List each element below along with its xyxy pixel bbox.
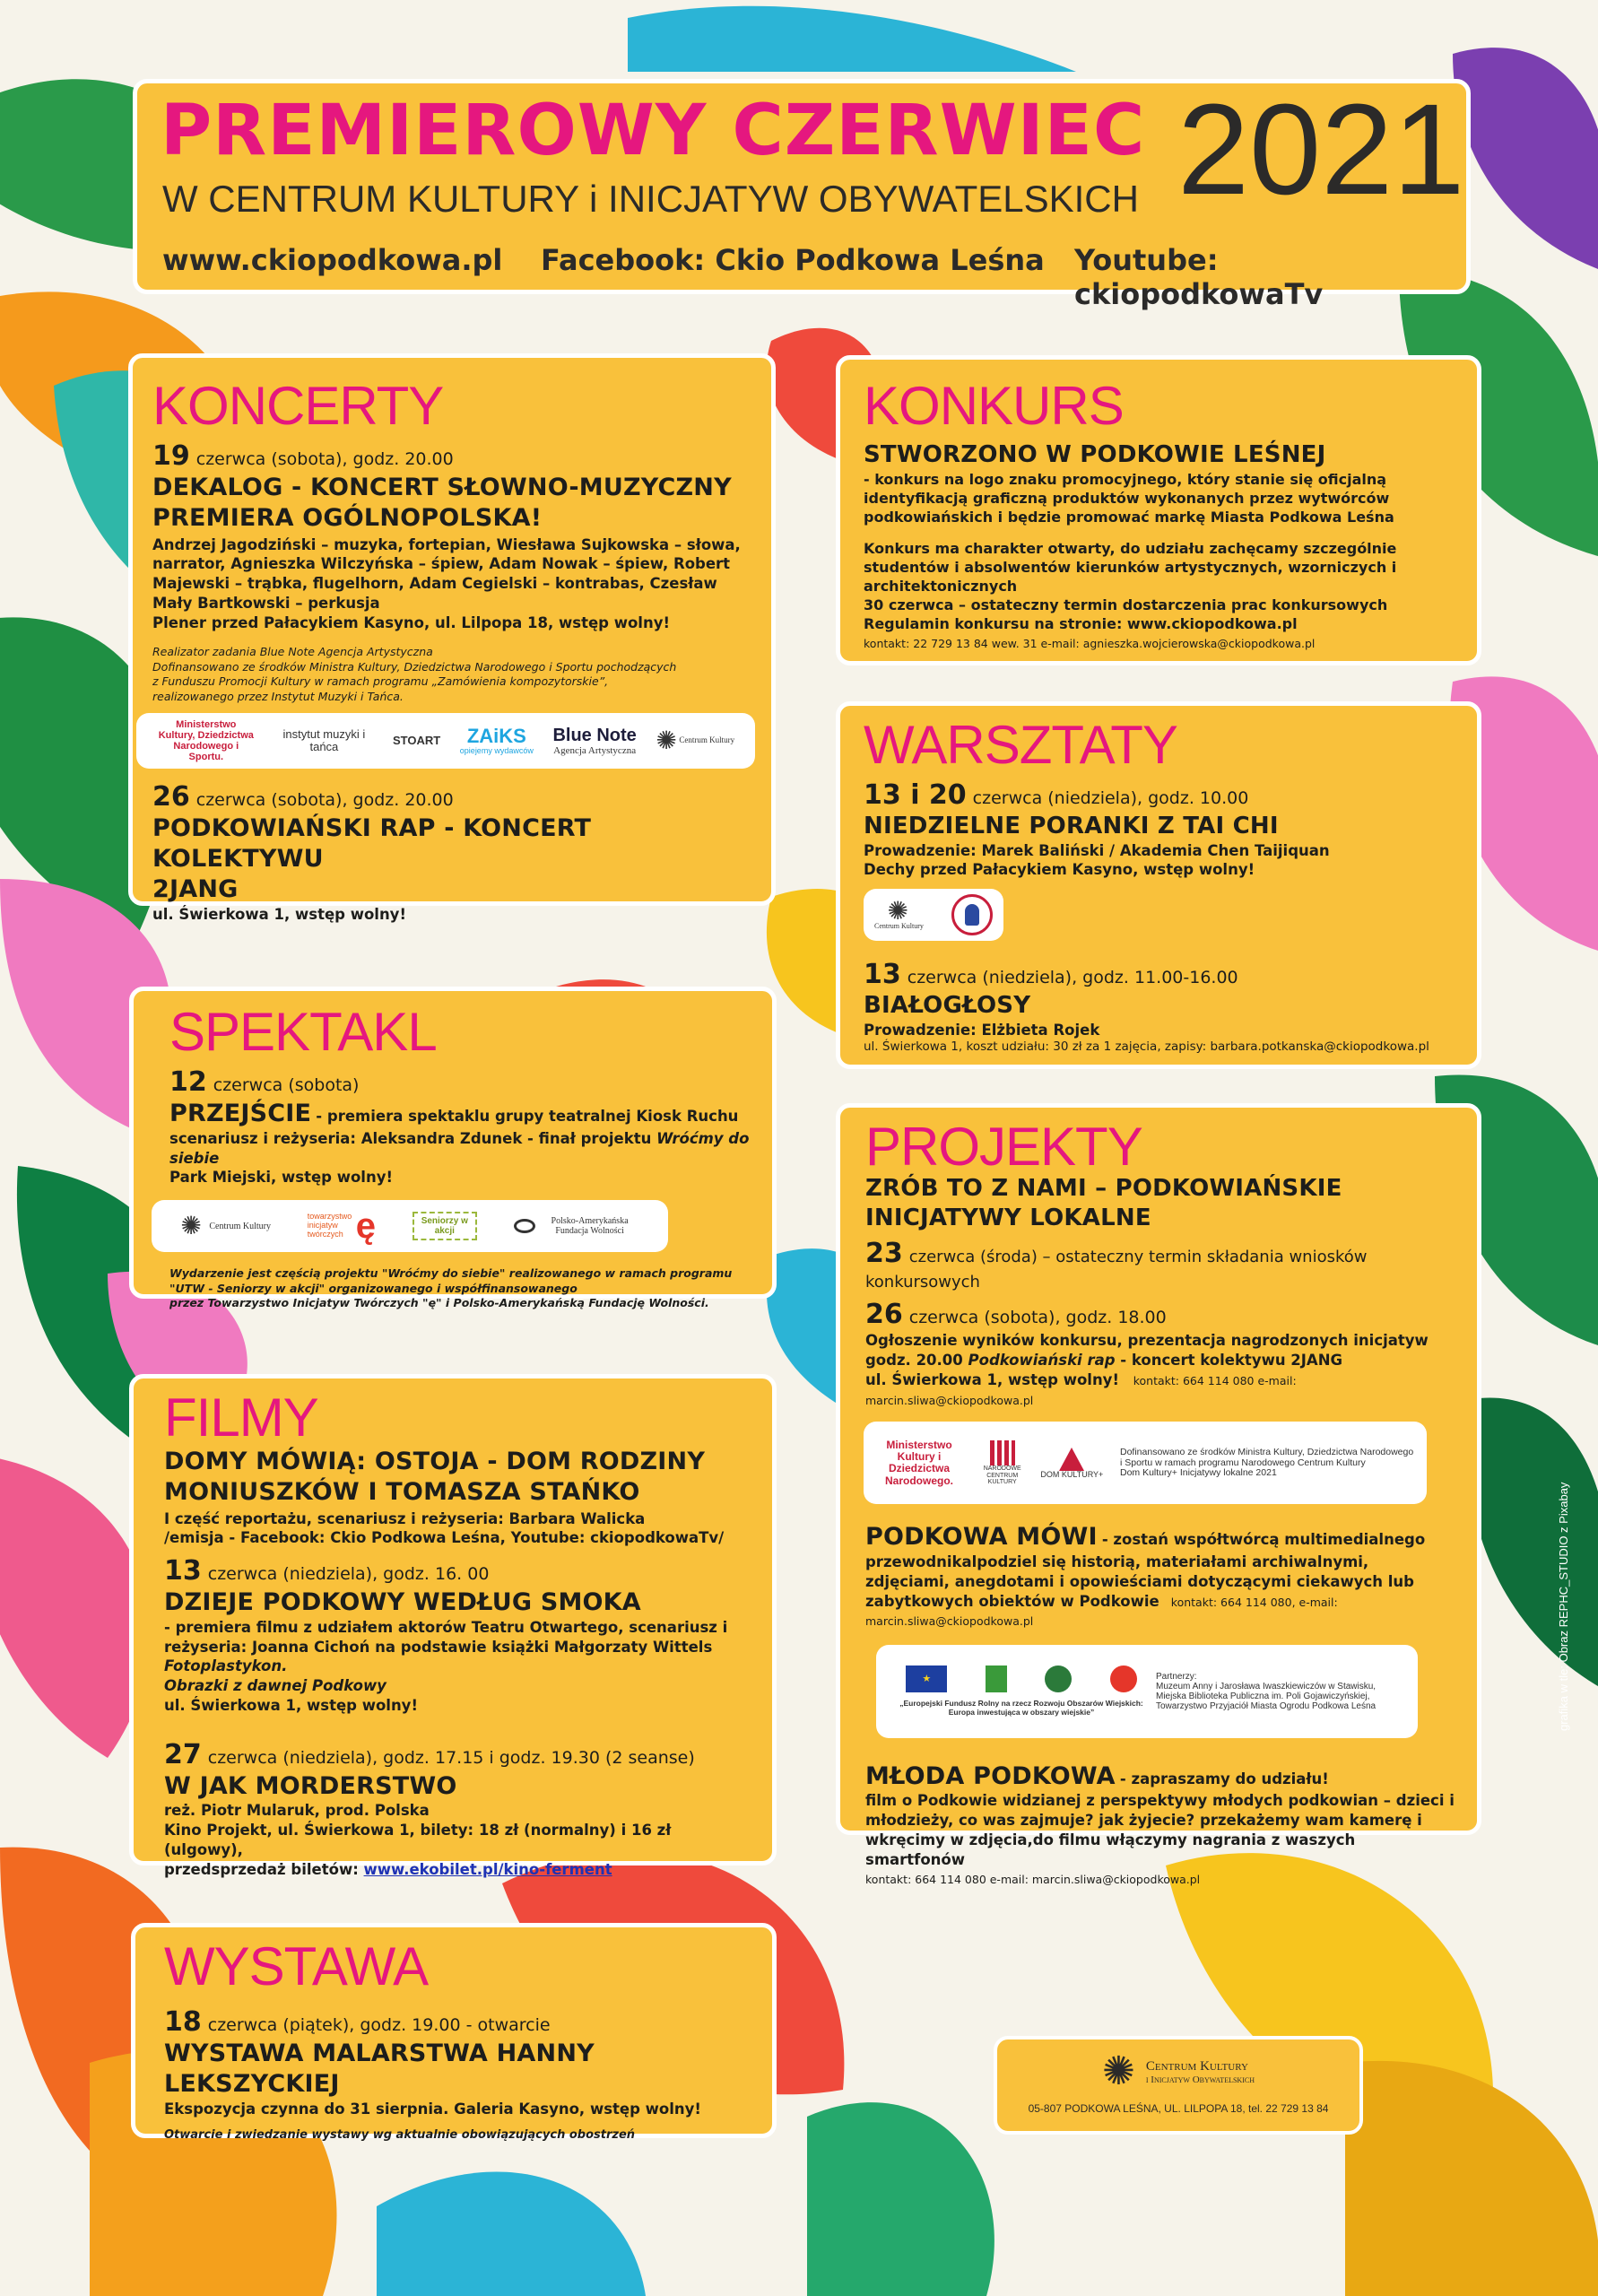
bluenote-logo-sub: Agencja Artystyczna (553, 745, 637, 757)
ministry-logo: Ministerstwo Kultury, Dziedzictwa Narodowego i Sportu. (158, 719, 254, 763)
koncert1-day: 19 (152, 440, 190, 472)
film2-book: Fotoplastykon. (164, 1657, 288, 1675)
film3-name: W JAK MORDERSTWO (164, 1771, 457, 1800)
dk-fund-2: i Sportu w ramach programu Narodowego Centrum Kultury (1120, 1457, 1366, 1468)
spektakl-event (169, 1099, 752, 1129)
wystawa-name: WYSTAWA MALARSTWA HANNY LEKSZYCKIEJ (164, 2039, 595, 2098)
spektakl-project: Wróćmy do siebie (169, 1129, 750, 1167)
wystawa-panel (131, 1923, 777, 2143)
ckio-logo-text: Centrum Kultury (874, 921, 924, 930)
koncert2-date (152, 781, 751, 813)
warsztat2-day: 13 (864, 959, 901, 991)
zielone-logo-icon (1045, 1665, 1072, 1692)
konkurs-event: STWORZONO W PODKOWIE LEŚNEJ (864, 441, 1326, 468)
konkurs-desc-2: Konkurs ma charakter otwarty, do udziału zachęcamy szczególnie studentów i absolwentów kierunków artystycznych, wzorniczych i architektonicznych (864, 539, 1397, 596)
spektakl-desc: - premiera spektaklu grupy teatralnej Kiosk Ruchu (316, 1108, 739, 1125)
pafw-logo-text: Polsko-Amerykańska Fundacja Wolności (551, 1216, 629, 1237)
projekty-results-date (865, 1299, 1455, 1331)
warsztaty-title: WARSZTATY (864, 715, 1177, 775)
koncert2-place: ul. Świerkowa 1, wstęp wolny! (152, 905, 406, 923)
ckio-footer-org-2: i Inicjatyw Obywatelskich (1145, 2074, 1255, 2085)
projekty-eu-partners (876, 1645, 1418, 1738)
ekobilet-link[interactable]: www.ekobilet.pl/kino-ferment (363, 1860, 612, 1878)
podkowa-mowi-name: PODKOWA MÓWI (865, 1523, 1098, 1552)
projekty-rap-desc: - koncert kolektywu 2JANG (1120, 1352, 1343, 1370)
projekty-deadline-day: 23 (865, 1238, 903, 1269)
ckio-footer-logo (1013, 2048, 1343, 2094)
spektakl-note-3: przez Towarzystwo Inicjatyw Twórczych "ę" i Polsko-Amerykańską Fundację Wolności. (169, 1296, 709, 1310)
mloda-podkowa-block (865, 1761, 1455, 1792)
projekty-funding-logos (864, 1422, 1427, 1504)
festival-title: PREMIEROWY CZERWIEC (161, 91, 1146, 171)
zaiks-logo (460, 726, 534, 756)
warsztat2-when: czerwca (niedziela), godz. 11.00-16.00 (907, 968, 1238, 988)
film2-desc-block (164, 1618, 752, 1676)
ckio-contact-box (994, 2036, 1363, 2135)
warsztat1-when: czerwca (niedziela), godz. 10.00 (972, 788, 1249, 808)
mloda-podkowa-body: film o Podkowie widzianej z perspektywy młodych podkowian – dzieci i młodzieży, co was zajmuje? jak żyjecie? przekażemy wam kamerę i wkręcimy w zdjęcia,do filmu włączymy nagrania z waszych smartfonów (865, 1792, 1455, 1868)
spektakl-credits: scenariusz i reżyseria: Aleksandra Zdunek - finał projektu (169, 1129, 652, 1147)
warsztat1-day: 13 i 20 (864, 779, 967, 811)
projekty-results-day: 26 (865, 1299, 903, 1331)
projekty-results-when: czerwca (sobota), godz. 18.00 (908, 1308, 1167, 1328)
filmy-title: FILMY (164, 1387, 318, 1448)
projekty-rap-line (865, 1351, 1455, 1370)
koncert2-name-2: 2JANG (152, 874, 239, 903)
spektakl-partner-logos (152, 1200, 668, 1252)
film1-desc: I część reportażu, scenariusz i reżyseria: Barbara Walicka (164, 1509, 646, 1527)
projekty-deadline-when: czerwca (środa) – ostateczny termin składania wniosków konkursowych (865, 1248, 1368, 1292)
koncert1-note-3: z Funduszu Promocji Kultury w ramach programu „Zamówienia kompozytorskie”, (152, 674, 609, 689)
mloda-podkowa-desc: - zapraszamy do udziału! (1119, 1770, 1329, 1787)
zaiks-logo-name: ZAiKS (466, 725, 526, 748)
dk-logo-text: DOM KULTURY+ (1040, 1469, 1104, 1479)
header-panel (133, 77, 1471, 311)
film1-desc-2: /emisja - Facebook: Ckio Podkowa Leśna, Youtube: ckiopodkowaTv/ (164, 1529, 725, 1547)
zaiks-logo-sub: opiejemy wydawców (459, 746, 534, 756)
ckio-logo-text: Centrum Kultury (679, 735, 735, 745)
dk-logo (1040, 1448, 1103, 1480)
projekty-title: PROJEKTY (865, 1117, 1142, 1177)
spektakl-panel (129, 987, 777, 1310)
ministry-logo: Ministerstwo Kultury i Dziedzictwa Narodowego. (884, 1439, 953, 1487)
warsztaty-logos (864, 889, 1003, 941)
koncert1-lineup: Andrzej Jagodziński – muzyka, fortepian, Wiesława Sujkowska – słowa, narrator, Agnieszka Wilczyńska – śpiew, Adam Nowak – śpiew, Robert Majewski – trąbka, flugelhorn, Adam Cegielski – kontrabas, Czesław Mały Bartkowski – perkusja (152, 535, 741, 612)
website-link[interactable]: www.ckiopodkowa.pl (162, 243, 503, 277)
partner-3: Towarzystwo Przyjaciół Miasta Ogrodu Podkowa Leśna (1156, 1700, 1377, 1711)
facebook-link[interactable]: Facebook: Ckio Podkowa Leśna (541, 243, 1045, 277)
podkowa-mowi-contact: kontakt: 664 114 080, e-mail: marcin.sliwa@ckiopodkowa.pl (865, 1595, 1338, 1628)
film2-book-line (164, 1676, 752, 1696)
bluenote-logo-name: Blue Note (552, 726, 637, 746)
film3-date (164, 1739, 752, 1771)
dk-funding-text (1120, 1448, 1416, 1479)
ckio-logo-text: Centrum Kultury (209, 1221, 271, 1231)
ncn-castle-icon (990, 1440, 1015, 1465)
projekty-panel (836, 1103, 1481, 1887)
ckio-logo-warsztaty (874, 900, 924, 931)
film3-presale: przedsprzedaż biletów: (164, 1860, 359, 1878)
projekty-contact: kontakt: 664 114 080 e-mail: marcin.sliwa@ckiopodkowa.pl (865, 1373, 1297, 1407)
warsztat1-lead: Prowadzenie: Marek Baliński / Akademia Chen Taijiquan (864, 841, 1330, 859)
koncerty-panel (128, 353, 776, 923)
projekty-rap-name: Podkowiański rap (968, 1352, 1116, 1370)
konkurs-rules: Regulamin konkursu na stronie: www.ckiopodkowa.pl (864, 615, 1298, 633)
spektakl-note-1: Wydarzenie jest częścią projektu "Wróćmy do siebie" realizowanego w ramach programu (169, 1266, 733, 1281)
festival-year: 2021 (1177, 77, 1465, 222)
film2-book-3: dawnej Podkowy (247, 1677, 386, 1695)
ckio-logo-koncerty (656, 729, 734, 752)
mloda-podkowa-contact: kontakt: 664 114 080 e-mail: marcin.sliwa@ckiopodkowa.pl (865, 1873, 1201, 1887)
koncert2-name: PODKOWIAŃSKI RAP - KONCERT KOLEKTYWU (152, 814, 592, 874)
wystawa-date (164, 2006, 752, 2039)
film2-when: czerwca (niedziela), godz. 16. 00 (207, 1564, 490, 1585)
warsztat1-date (864, 779, 1455, 812)
projekty-deadline (865, 1238, 1455, 1293)
warsztat2-date (864, 959, 1455, 991)
spektakl-date (169, 1066, 752, 1099)
spektakl-name: PRZEJŚCIE (169, 1100, 312, 1127)
film1-name-2: MONIUSZKÓW I TOMASZA STAŃKO (164, 1477, 640, 1506)
koncert1-note-4: realizowanego przez Instytut Muzyki i Tańca. (152, 689, 404, 703)
warsztat2-place: ul. Świerkowa 1, koszt udziału: 30 zł za 1 zajęcia, zapisy: barbara.potkanska@ckiopodkowa.pl (864, 1039, 1429, 1055)
background-credit: grafika w tle: Obraz REPHC_STUDIO z Pixabay (1557, 1482, 1570, 1731)
ckio-star-icon (656, 729, 679, 752)
ckio-star-icon (887, 900, 910, 923)
spektakl-credits-line (169, 1129, 752, 1169)
dk-house-icon (1059, 1448, 1084, 1471)
dk-fund-3: Dom Kultury+ Inicjatywy lokalne 2021 (1120, 1467, 1277, 1479)
tit-e-icon: ę (355, 1206, 377, 1247)
podkowa-mowi-block (865, 1522, 1455, 1628)
partner-1: Muzeum Anny i Jarosława Iwaszkiewiczów w Stawisku, (1156, 1681, 1377, 1692)
warsztaty-panel (836, 701, 1481, 1069)
warsztat2-name: BIAŁOGŁOSY (864, 992, 1031, 1020)
konkurs-deadline: 30 czerwca – ostateczny termin dostarczenia prac konkursowych (864, 596, 1388, 614)
eu-text-1: „Europejski Fundusz Rolny na rzecz Rozwoju Obszarów Wiejskich: (899, 1699, 1143, 1709)
wystawa-note: Otwarcie i zwiedzanie wystawy wg aktualnie obowiązujących obostrzeń (164, 2128, 636, 2143)
ckio-star-icon (180, 1214, 204, 1238)
imit-logo: instytut muzyki i tańca (282, 727, 366, 754)
film3-place: Kino Projekt, ul. Świerkowa 1, bilety: 18 zł (normalny) i 16 zł (ulgowy), (164, 1822, 672, 1858)
film1-name-1: DOMY MÓWIĄ: OSTOJA - DOM RODZINY (164, 1448, 706, 1475)
projekty-place-line (865, 1370, 1455, 1410)
partners-label: Partnerzy: (1156, 1671, 1197, 1682)
ckio-footer-name (1146, 2059, 1255, 2085)
spektakl-day: 12 (169, 1066, 207, 1098)
koncert2-day: 26 (152, 781, 190, 813)
warsztat1-place: Dechy przed Pałacykiem Kasyno, wstęp wolny! (864, 861, 1255, 879)
koncert2-when: czerwca (sobota), godz. 20.00 (195, 790, 454, 811)
festival-subtitle: W CENTRUM KULTURY i INICJATYW OBYWATELSKICH (162, 178, 1139, 220)
filmy-panel (129, 1374, 777, 1878)
spektakl-place: Park Miejski, wstęp wolny! (169, 1169, 393, 1187)
wystawa-title: WYSTAWA (164, 1936, 429, 1996)
pafw-logo (514, 1216, 639, 1236)
koncert-sponsor-logos (136, 713, 755, 769)
koncert1-date (152, 440, 751, 473)
koncert1-when: czerwca (sobota), godz. 20.00 (195, 449, 454, 469)
utw-seniorzy-logo: Seniorzy w akcji (413, 1212, 477, 1240)
koncerty-title: KONCERTY (152, 376, 444, 436)
ckio-logo-spektakl (180, 1214, 271, 1238)
projekty-rap-time: godz. 20.00 (865, 1352, 963, 1370)
stoart-logo: STOART (392, 734, 441, 748)
ncn-logo-text: NARODOWE CENTRUM KULTURY (983, 1465, 1021, 1486)
film2-day: 13 (164, 1555, 202, 1587)
film3-presale-line (164, 1860, 752, 1880)
wystawa-day: 18 (164, 2006, 202, 2038)
eu-flag-icon: ★ (906, 1665, 947, 1692)
warsztat2-lead: Prowadzenie: Elżbieta Rojek (864, 1021, 1100, 1039)
warsztat1-name: NIEDZIELNE PORANKI Z TAI CHI (864, 813, 1279, 839)
koncert1-premiere: PREMIERA OGÓLNOPOLSKA! (152, 503, 543, 532)
mloda-podkowa-name: MŁODA PODKOWA (865, 1761, 1116, 1790)
film2-book-2: Obrazki z (164, 1677, 242, 1695)
tit-logo-text: towarzystwo inicjatyw twórczych (307, 1212, 352, 1239)
prow-logo-icon (1110, 1665, 1137, 1692)
youtube-link[interactable]: Youtube: ckiopodkowaTv (1074, 243, 1324, 311)
partners-block (1156, 1672, 1407, 1711)
podkowa-mowi-desc: - zostań współtwórcą multimedialnego przewodnikalpodziel się historią, materiałami archiwalnymi, zdjęciami, anegdotami i opowieściami dotyczącymi ciekawych lub zabytkowych obiektów w Podkowie (865, 1531, 1426, 1610)
wystawa-desc: Ekspozycja czynna do 31 sierpnia. Galeria Kasyno, wstęp wolny! (164, 2100, 701, 2118)
film2-name: DZIEJE PODKOWY WEDŁUG SMOKA (164, 1588, 641, 1617)
konkurs-title: KONKURS (864, 376, 1124, 436)
koncert1-note-1: Realizator zadania Blue Note Agencja Artystyczna (152, 645, 433, 659)
ckio-footer-org-1: Centrum Kultury (1145, 2058, 1248, 2074)
eu-block (887, 1665, 1156, 1717)
spektakl-note-2: "UTW - Seniorzy w akcji" organizowanego i współfinansowanego (169, 1281, 578, 1295)
eu-logo-row (887, 1665, 1156, 1692)
pafw-icon (514, 1219, 535, 1233)
koncert1-note-2: Dofinansowano ze środków Ministra Kultury, Dziedzictwa Narodowego i Sportu pochodzących (152, 659, 677, 674)
ckio-star-icon: ✺ (1102, 2048, 1135, 2094)
koncert1-name: DEKALOG - KONCERT SŁOWNO-MUZYCZNY (152, 474, 732, 501)
film2-place: ul. Świerkowa 1, wstęp wolny! (164, 1696, 418, 1714)
film2-desc: - premiera filmu z udziałem aktorów Teatru Otwartego, scenariusz i reżyseria: Joanna Cichoń na podstawie książki Małgorzaty Wittels (164, 1618, 728, 1656)
projekty-place: ul. Świerkowa 1, wstęp wolny! (865, 1370, 1119, 1388)
koncert1-place: Plener przed Pałacykiem Kasyno, ul. Lilpopa 18, wstęp wolny! (152, 613, 670, 631)
film3-credits: reż. Piotr Mularuk, prod. Polska (164, 1802, 430, 1820)
leader-logo-icon (986, 1665, 1007, 1692)
wystawa-when: czerwca (piątek), godz. 19.00 - otwarcie (207, 2015, 551, 2035)
taichi-figure-icon (965, 904, 979, 926)
dk-fund-1: Dofinansowano ze środków Ministra Kultury, Dziedzictwa Narodowego (1120, 1447, 1414, 1458)
konkurs-desc: - konkurs na logo znaku promocyjnego, który stanie się oficjalną identyfikacją graficzną produktów wykonanych przez wytwórców podkowiańskich i będzie promować markę Miasta Podkowa Leśna (864, 470, 1394, 526)
ncn-logo (981, 1440, 1024, 1486)
spektakl-title: SPEKTAKL (169, 1002, 437, 1062)
film3-day: 27 (164, 1738, 202, 1770)
partner-2: Miejska Biblioteka Publiczna im. Poli Gojawiczyńskiej, (1156, 1691, 1370, 1701)
film3-when: czerwca (niedziela), godz. 17.15 i godz. 19.30 (2 seanse) (207, 1747, 695, 1768)
bluenote-logo (552, 726, 636, 756)
taichi-academy-logo (951, 894, 993, 935)
konkurs-contact: kontakt: 22 729 13 84 wew. 31 e-mail: agnieszka.wojcierowska@ckiopodkowa.pl (864, 637, 1316, 651)
projekty-name-1: ZRÓB TO Z NAMI – PODKOWIAŃSKIE (865, 1175, 1342, 1202)
ckio-footer-address: 05-807 PODKOWA LEŚNA, UL. LILPOPA 18, tel. 22 729 13 84 (1028, 2102, 1329, 2115)
projekty-name-2: INICJATYWY LOKALNE (865, 1204, 1151, 1231)
film2-date (164, 1555, 752, 1587)
konkurs-panel (836, 355, 1481, 665)
tit-logo (308, 1206, 376, 1246)
projekty-results-desc: Ogłoszenie wyników konkursu, prezentacja nagrodzonych inicjatyw (865, 1332, 1429, 1350)
eu-text-2: Europa inwestująca w obszary wiejskie” (948, 1707, 1095, 1717)
spektakl-when: czerwca (sobota) (213, 1075, 360, 1095)
